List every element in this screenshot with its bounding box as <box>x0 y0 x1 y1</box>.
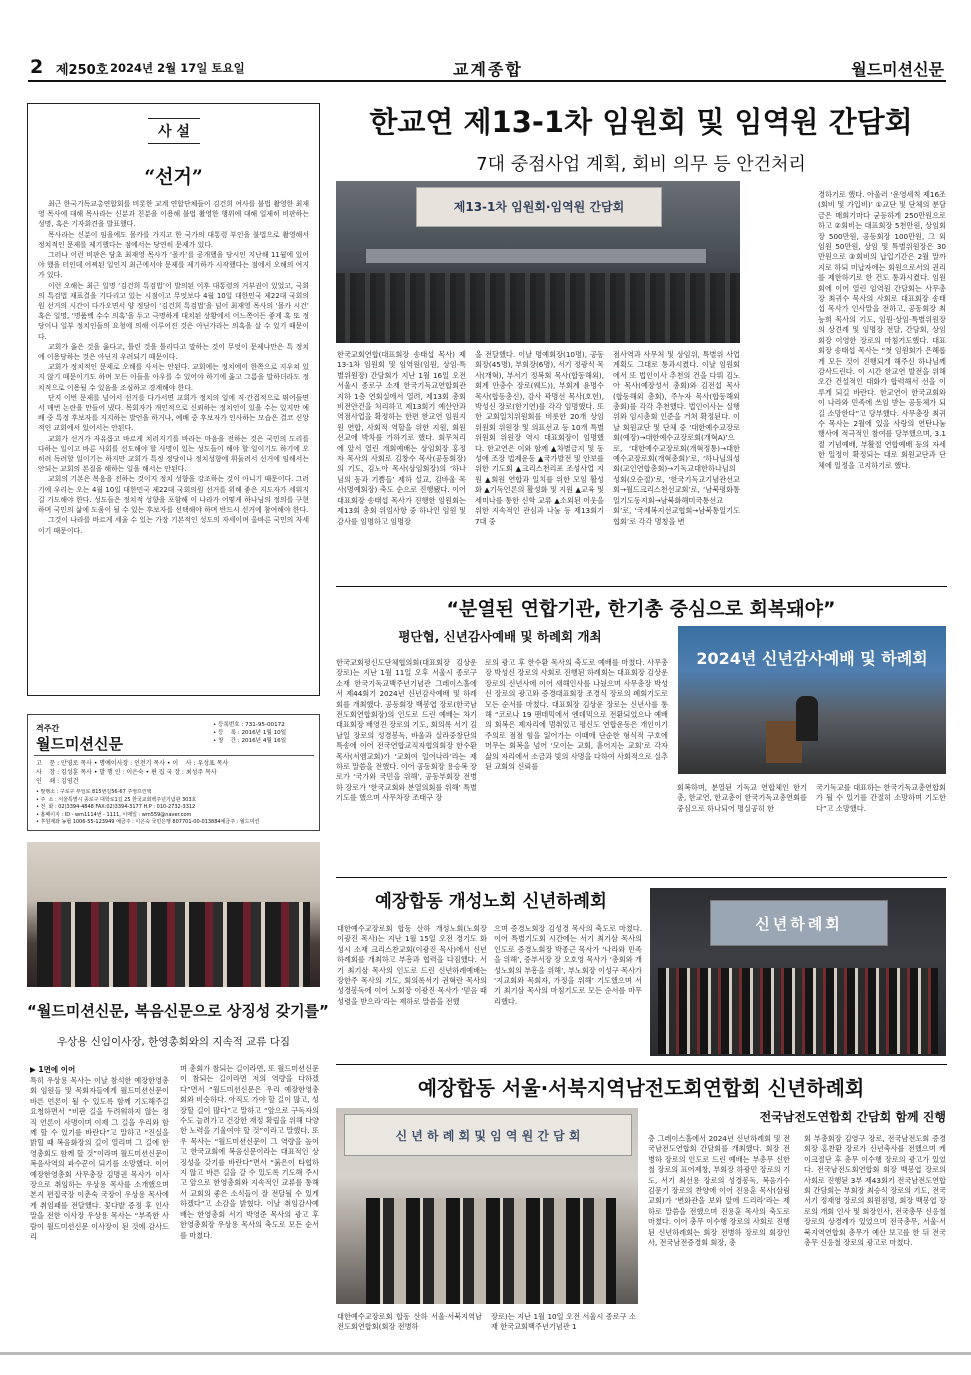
article2-subtitle: 평단협, 신년감사예배 및 하례회 개최 <box>398 629 602 644</box>
editorial-paragraph: 그것이 나라를 바르게 세울 수 있는 가장 기본적인 성도의 자세이며 올바른 국민의 자세이기 때문이다. <box>38 516 309 535</box>
article4-group <box>658 968 938 1054</box>
article5-title: 예장합동 서울·서북지역남전도회연합회 신년하례회 <box>417 1076 865 1100</box>
imprint-staff: 고 문 : 안영로 목사 • 명예이사장 : 인전기 목사 • 이 사 : 우성표 목사 사 장 : 김성훈 목사 • 발 행 인 : 이은숙 • 편 집 국 장 : 최성주 목사 인 쇄 : 김영건 <box>36 760 229 785</box>
article2-col4: 국기독교를 대표하는 한국기독교총연합회가 될 수 있기를 간절히 소망하며 기도한다”고 소망했다. <box>816 783 946 813</box>
article1-col1: 한국교회연합(대표회장 송태섭 목사) 제13-1차 임원회 및 임역원(임원, 상임·특별위원장) 간담회가 지난 1월 16일 오전 서울시 종로구 소재 한국기독교연합회관 지하 1층 연회실에서 열려, 제13회 총회 비전안건을 처리하고 제13회기 예산안과 역점사업을 확정하는 한편 한교연 임원지원 연합, 사회적 역할을 위한 지원, 회원 선교에 박차를 가하기로 했다. 회무처리에 앞서 열린 개회예배는 상임회장 홍정자 목사의 사회로 김창수 목사(공동회장)의 기도, 김노아 목사(상임회장)의 ‘하나님의 동과 기쁨들’ 제하 설교, 김바울 목사(명예회장) 축도 순으로 진행됐다. 이어 대표회장 송태섭 목사가 진행한 임원회는 제13회 총회 위임사항 중 하나인 임원 및 감사를 임명하고 임명장 <box>337 350 466 526</box>
editorial-label: 사 설 <box>148 118 200 144</box>
article3-subtitle: 우상용 신임이사장, 한영총회와의 지속적 교류 다짐 <box>56 1036 291 1048</box>
article3-people <box>37 902 310 987</box>
article4-banner <box>710 900 888 946</box>
article2-photo <box>678 626 946 774</box>
editorial-paragraph: 목사라는 신분이 임을에도 몰카를 가지고 한 국가의 대통령 부인을 불법으로 촬영해서 정치적인 문제를 제기했다는 점에서는 당연히 문제가 있다. <box>38 230 309 249</box>
article5-subtitle: 전국남전도연합회 간담회 함께 진행 <box>759 1110 946 1124</box>
article3-col1: 특히 우상용 목사는 이날 참석한 예장한영총회 임원들 및 목회자들에게 월드미션신문이 바른 언론이 될 수 있도록 함께 기도해주길 요청하면서 “비판 길을 두려워하지 않는 정직 언론이 사명이며 이제 그 길을 우리와 함께 할 수 있기를 바란다”고 말하고 “진실을 밝힐 때 복음화장의 길이 열리며 그 길에 한영총회도 함께 할 것”이라며 월드미션신문이 복음사역의 파수꾼이 되기를 소망했다. 이어 예장한영총회 사무총장 김명권 목사가 이사장으로 취임하는 우상용 목사를 소개했으며 본지 편집국장 이춘숙 국장이 우상용 목사에게 취임패를 전달했다. 꽃다발 증정 후 인사말을 전한 이사장 우상용 목사는 “부족한 사람이 월드미션신문 이사장이 된 것에 감사드리 <box>30 1076 169 1242</box>
article4-col1: 대한예수교장로회 합동 산하 개성노회(노회장 이광진 목사)는 지난 1월 15일 오전 경기도 화성시 소재 크리스찬교회(이광진 목사)에서 신년하례회를 개최하고 부흥과 협력을 다짐했다. 서기 최기삼 목사의 인도로 드린 신년하례예배는 장한주 목사의 기도, 회의록서기 권혁란 목사의 성경봉독에 이어 노회장 이광진 목사가 ‘믿음 때 성령을 받으라’라는 제하로 말씀을 전했 <box>337 924 487 1006</box>
article1-audience <box>336 273 740 343</box>
article4-title: 예장합동 개성노회 신년하례회 <box>375 892 607 912</box>
article4-banner-text: 신년하례회 <box>755 915 843 933</box>
article4-photo <box>650 888 946 1056</box>
article5-col2: 장로)는 지난 1월 10일 오전 서울시 종로구 소재 한국교회백주년기념관 1 <box>491 1312 636 1332</box>
issue-date: 2024년 2월 17일 토요일 <box>110 61 245 75</box>
article4-bottom-rule <box>336 1064 947 1065</box>
paper-name: 월드미션신문 <box>851 60 944 79</box>
article4-col2: 으며 증경노회장 김성경 목사의 축도로 마쳤다. 이어 특별기도회 시간에는 서기 최기삼 목사의 인도로 증경노회장 박종근 목사가 ‘나라와 민족을 위해’, 증부서장 장 오호영 목사가 ‘총회와 개성노회의 부흥을 위해’, 부노회장 이성구 목사가 ‘지교회와 목회자, 가정을 위해’ 기도했으며 서기 최기삼 목사의 마침기도로 모든 순서를 마무리했다. <box>494 924 642 1006</box>
article1-title: 한교연 제13-1차 임원회 및 임역원 간담회 <box>369 105 913 139</box>
editorial-paragraph: 이런 오해는 최근 일명 ‘김건희 특검법’이 발의된 이후 대통령의 거부권이 있었고, 국회의 특검법 재표결을 기다리고 있는 시점이고 무엇보다 4월 10일 대한민국 제22대 국회의원 선거의 시간이 다가오면서 양 정당이 ‘김건희 특검법’을 넘어 최재영 목사의 ‘몰카 시건’ 혹은 일명, ‘명품백 수수 의혹’을 두고 극명하게 대치된 상황에서 어느쪽이든 좋게 혹 또 정당이나 일부 정치인들의 요청에 의해 이루어진 것은 아닌가라는 의혹을 살 수 있기 때문이다. <box>38 281 309 341</box>
article2-banner-text: 2024년 신년감사예배 및 하례회 <box>696 649 928 668</box>
editorial-body <box>38 199 309 689</box>
article5-col3: 층 그레이스홀에서 2024년 신년하례회 및 전국남전도연합회 간담회를 개최했다. 회장 전병하 장로의 인도로 드린 예배는 부총무 신한철 장로의 표어제창, 부회장 하광민 장로의 기도, 서기 최선용 장로의 성경봉독, 복음가수 김문기 장로의 찬양에 이어 진용훈 목사(삼림교회)가 ‘변화관을 보와 앞에 드리라’라는 제하로 말씀을 전했으며 진용훈 목사의 축도로 마쳤다. 이어 총무 이수행 장로의 사회로 진행된 신년하례회는 회장 전병하 장로의 회장인사, 전국남전증경회 회장, 총 <box>648 1134 790 1248</box>
article2-col3: 회복하며, 분열된 기독교 연합체인 한기총, 한교연, 한교총이 한국기독교총연회를 중심으로 하나되어 명실공히 한 <box>677 783 807 813</box>
editorial-title: “선거” <box>144 166 203 188</box>
editorial-paragraph: 교회의 기본은 복음을 전하는 것이지 정치 성향을 강조하는 것이 아니기 때문이다. 그러기에 우리는 오는 4월 10일 대한민국 제22대 국회의원 선거를 위해 좋은 지도자가 세워지길 기도해야 한다. 성도들은 정치적 성향을 포함해 이 나라가 어떻게 하나님의 정의를 구현하며 국민의 삶에 도움이 될 수 있는 후보자를 선택해야 하며 반드시 선거에 참여해야 한다. <box>38 475 309 515</box>
article3-photo <box>27 842 320 987</box>
article1-col4: 경하기로 했다. 아울러 ‘운영세칙 제16조 (회비 및 가입비)’ ①교단 및 단체의 분담금은 매회기마다 균등하게 250만원으로 하고 ②회비는 대표회장 5천만원, 상임회장 500만원, 공동회장 100만원, 그 외 임원 50만원, 상임 및 특별위원장은 30만원으로 ③회비의 납입기간은 2월 말까지로 하되 미납자에는 회원으로서의 권리를 제한하기로 한 건도 통과시켰다. 임원회에 이어 열린 임역원 간담회는 사무총장 최귀수 목사의 사회로 대표회장 송태섭 목사가 인사말을 전하고, 공동회장 최능희 목사의 기도, 임원·상임·특별위원장의 상견례 및 임명장 전달, 간담회, 상임회장 이영한 장로의 마침기도했다. 대표회장 송태섭 목사는 “첫 임원회가 은혜롭게 모든 것이 진행되게 해주신 하나님께 감사드린다. 이 시간 한교연 발전을 위해 오간 건설적인 대화가 합력해서 선을 이루게 되길 바란다. 한교연이 한국교회와 이 나라와 민족에 쓰임 받는 공동체가 되길 소망한다”고 당부했다. 사무총장 최귀수 목사는 2월에 있을 사랑의 연탄나눔 행사에 적극적인 참여를 당부했으며, 3.1절 기념예배, 부활절 연합예배 등의 자세한 일정이 확정되는 대로 회원교단과 단체에 일정을 고지하기로 했다. <box>818 190 946 470</box>
article2-col2: 로의 광고 후 한수환 목사의 축도로 예배를 마쳤다. 사무총장 박성신 장로의 사회로 진행된 하례회는 대표회장 김상운 장로의 신년사에 이어 새해인사를 나눴으며 사무총장 박성신 장로의 광고와 증경대표회장 조경식 장로의 폐회기도로 모든 순서를 마쳤다. 대표회장 김상운 장로는 신년사를 통해 “코로나 19 팬데믹에서 엔데믹으로 전환되었으나 예배의 회복은 제자리에 멈춰있고 평신도 연합운동은 개인이기주의로 점점 힘을 잃어가는 이때에 단순한 형식적 구호에 머무는 회복을 넘어 ‘모이는 교회, 흩어지는 교회’로 각자 삶의 자리에서 소금과 빛의 사명을 다하여 사회적으로 실추된 교회의 신뢰를 <box>485 658 668 772</box>
imprint-registration: • 등록번호 : 731-95-00172 • 등 록 : 2016년 1월 10일 • 창 간 : 2016년 4월 16일 <box>213 722 287 744</box>
article3-col2: 며 총회가 참되는 길이라면, 또 월드미션신문이 참되는 길이라면 저의 역량을 다하겠다”면서 “월드미션신문은 우리 예장한영총회와 비슷하다. 아직도 가야 할 길이 많고, 성장할 길이 많다”고 말하고 “앞으로 구독자의 수도 늘려가고 건강한 재정 확립을 위해 다양한 노력을 기울여야 할 것”이라고 말했다. 또 우 목사는 “월드미션신문이 그 역량을 높이고 한국교회에 복음신문이라는 대표적인 상징성을 갖기를 바란다”면서 “붉은이 타협하지 않고 바른 길을 갈 수 있도록 기도해 주시고 앞으로 한영총회와 지속적인 교류를 통해서 교회의 좋은 소식들이 잘 전달될 수 있게 하겠다”고 소감을 밝혔다. 이날 취임감사예배는 한영총회 서기 박영준 목사의 광고 후 한영총회장 우상용 목사의 축도로 모든 순서를 마쳤다. <box>180 1064 319 1240</box>
article1-banner-text: 제13-1차 임원회·임역원 간담회 <box>453 200 625 214</box>
masthead-rule <box>28 80 946 82</box>
article1-bottom-rule <box>336 586 947 587</box>
editorial-box <box>27 103 320 696</box>
article3-lead: ▶ 1면에 이어 <box>30 1065 76 1074</box>
page-bottom-rule <box>0 1352 971 1355</box>
editorial-paragraph: 교회가 옳은 것을 옳다고, 틀린 것을 틀리다고 말하는 것이 무엇이 문제냐만은 특 정치에 이용당하는 것은 아닌지 우려되기 때문이다. <box>38 342 309 362</box>
article5-photo <box>336 1108 638 1304</box>
article1-col2: 을 전달했다. 이날 명예회장(10명), 공동회장(45명), 부회장(6명), 서기 정광식 목사(개혁), 부서기 정복회 목사(합동해외), 회계 안충수 장로(웨드)), 부회계 윤명수 목사(합동총신), 감사 곽명선 목사(호헌), 박성신 장로(한기연)를 각각 임명했다. 또한 교회일치위원회를 비롯한 20개 상임위원회 위원장 및 의표선교 등 10개 특별위원회 위원장 역시 대표회장이 임명했다. 한교연은 이와 함께 ▲차별금지 및 동성애 조장 법제운동 ▲국가발전 및 안보를 위한 기도회 ▲크리스천리포 조성사업 지원 ▲회원 연합과 일치를 위한 모임 활성화 ▲기독언론의 활성화 및 지원 ▲교육 및 세미나를 통한 신학 교류 ▲소외된 이웃을 위한 지속적인 관심과 나눔 등 제13회기 7대 중 <box>475 350 604 526</box>
article5-group <box>366 1198 616 1304</box>
article1-table <box>366 249 706 263</box>
editorial-paragraph: 그러나 이런 비판은 담초 최재영 목사가 ‘몰카’를 공개했을 당시인 지난해 11월에 있어야 했을 터인데 어찌된 일인지 최근에서야 문제를 제기하가 시작했다는 점에서 오해의 여지가 있다. <box>38 251 309 280</box>
issue-number: 제250호 <box>56 63 109 78</box>
article2-speaker <box>796 696 818 741</box>
article5-col4: 회 부총회장 김영구 장로, 전국남전도회 증경회장 홍찬환 장로가 신년축사를 전했으며 케이크절단 후 총무 이수행 장로의 광고가 있었다. 전국남전도회연합회 회장 백봉엽 장로의 사회로 진행된 3부 제43회기 전국남전도연합회 간담회는 부회장 최승식 장로의 기도, 전국서기 정재영 장로의 회원점명, 회장 백봉엽 장로의 개회 인사 및 회장인사, 전국총무 신응철 장로의 상경례가 있었으며 전국총무, 서울·서북지역연합회 총무가 예산 보고를 한 뒤 전국총무 신응철 장로의 광고로 마쳤다. <box>804 1134 946 1248</box>
imprint-paper: 월드미션신문 <box>36 735 123 753</box>
imprint-box <box>27 714 320 831</box>
article1-subtitle: 7대 중점사업 계획, 회비 의무 등 안건처리 <box>476 154 806 175</box>
editorial-paragraph: 단지 이번 문제를 넘어서 선거를 다가서면 교회가 정치의 일에 직·간접적으로 뛰어들면서 매번 논란을 만들어 냈다. 목회자가 개인적으로 신뢰하는 정치인이 있을 수는 있지만 예배 중 특정 후보자를 지지하는 발언을 하거나, 예배 중 후보자가 인사하는 모습은 결코 신앙적인 교회에서 있어서는 안된다. <box>38 393 309 433</box>
article2-bottom-rule <box>336 877 947 878</box>
article1-col3: 점사역과 사무처 및 상임위, 특별위 사업계획도 그대로 통과시켰다. 이날 임원회에서 또 법인이사 추천의 건을 다뤄 김노아 목사(예장성서 총회)와 김전섭 목사(합동해외 총회), 주누자 목사(합동해외 총회)를 각각 추천했다. 법인이사는 실행위와 임시총회 인준을 거쳐 확정된다. 이날 회원교단 및 단체 중 ‘대한예수교장로회(예장)→대한예수교장로회(개혁A)’으로, ‘대한예수교장로회(개혁정통)→대한예수교장로회(개혁총회)’로, ‘하나님의성회(교인연합총회)→기독교대한하나님의성회(오순절)’로, ‘한국기독교기념관선교회→월드크리스천선교회’로, ‘남북평화통일기도동지회→남북화해미국통선교회’로, ‘국제복지선교협회→남북통일기도협회’로 각각 명칭을 변 <box>613 350 740 526</box>
article1-photo <box>336 181 740 343</box>
imprint-weekly: 격주간 <box>36 724 60 733</box>
editorial-paragraph: 교회가 정치적인 문제로 오해를 사서는 안된다. 교회에는 정치에이 한쪽으로 지우쳐 있지 않기 때문이기도 하며 모든 이들을 아우를 수 있어야 하기에 옳고 그름을 말하더라도 정치적으로 이용될 수 있음을 조심하고 경계해야 한다. <box>38 363 309 392</box>
masthead <box>28 56 946 80</box>
article5-banner <box>344 1114 632 1156</box>
article3-title: “월드미션신문, 복음신문으로 상징성 갖기를” <box>27 1002 329 1020</box>
article5-col1: 대한예수교장로회 합동 산하 서울·서북지역남전도회연합회(회장 전병하 <box>337 1312 482 1332</box>
article5-banner-text: 신 년 하 례 회 및 임 역 원 간 담 회 <box>395 1129 581 1143</box>
article2-title: “분열된 연합기관, 한기총 중심으로 회복돼야” <box>446 598 836 620</box>
article2-col1: 한국교회평신도단체협의회(대표회장 김상운 장로)는 지난 1월 11일 오후 서울시 종로구 소재 한국기독교백주년기념관 그레이스홀에서 제44회기 2024년 신년감사예배 및 하례회를 개최했다. 공동회장 백봉엽 장로(한국남전도회연합회장)의 인도로 드린 예배는 차기 대표회장 배영진 장로의 기도, 회의록 서기 김남일 장로의 성경봉독, 바울과 실라중창단의 특송에 이어 전국연합교직자협의회장 한수환 목사(서엠교회)가 ‘교회여 일어나라’라는 제하로 말씀을 전했다. 이어 공동회장 용승복 장로가 ‘국가와 국민을 위해’, 공동부회장 전병하 장로가 ‘한국교회와 분열의회를 위해’ 특별기도를 했으며 사무차장 조태구 장 <box>336 658 477 803</box>
imprint-rule <box>34 755 314 756</box>
article1-banner <box>416 187 662 227</box>
editorial-paragraph: 최근 한국기독교총연합회를 비롯한 교계 연합단체들이 김건희 여사를 불법 촬영한 최재영 목사에 대해 목사라는 신분과 친분을 이용해 불법 촬영한 행위에 대해 일제히 비판하는 성명, 혹은 기자회견을 발표했다. <box>38 200 309 229</box>
page-number: 2 <box>30 56 44 78</box>
imprint-contact: • 발행소 : 구로구 부일로 815번길56-67 주영프린텍 • 주 소 : 서울특별시 종로구 대학로1길 25 한국교회백주년기념관 303호 • 전 화 : 02)3394-4848 FAX:02)3394-3177 H.P : 010-2732-3312 • 홈페이지 : ID - wm1114번 - 1111, 이메일 : wm559@naver.com • 후원계좌 농협 1006-55-123949 예금주 : 이은숙 국민은행 807701-00-013884예금주 : 월드미션 <box>36 789 260 826</box>
section-title: 교계종합 <box>453 60 523 79</box>
editorial-paragraph: 교회가 선거가 자유롭고 바르게 치러지기를 바라는 마음을 전하는 것은 국민의 도리를 다하는 일이고 바른 사회를 선도해야 할 사명이 있는 성도들이 해야 할 일이기도 하기에 오히려 독려할 일이기는 하지만 교회가 특정 정당이나 정치성향에 휘둘려서 선거에 임해서는 안되는 교회의 본질을 해하는 일을 해서는 안된다. <box>38 434 309 474</box>
